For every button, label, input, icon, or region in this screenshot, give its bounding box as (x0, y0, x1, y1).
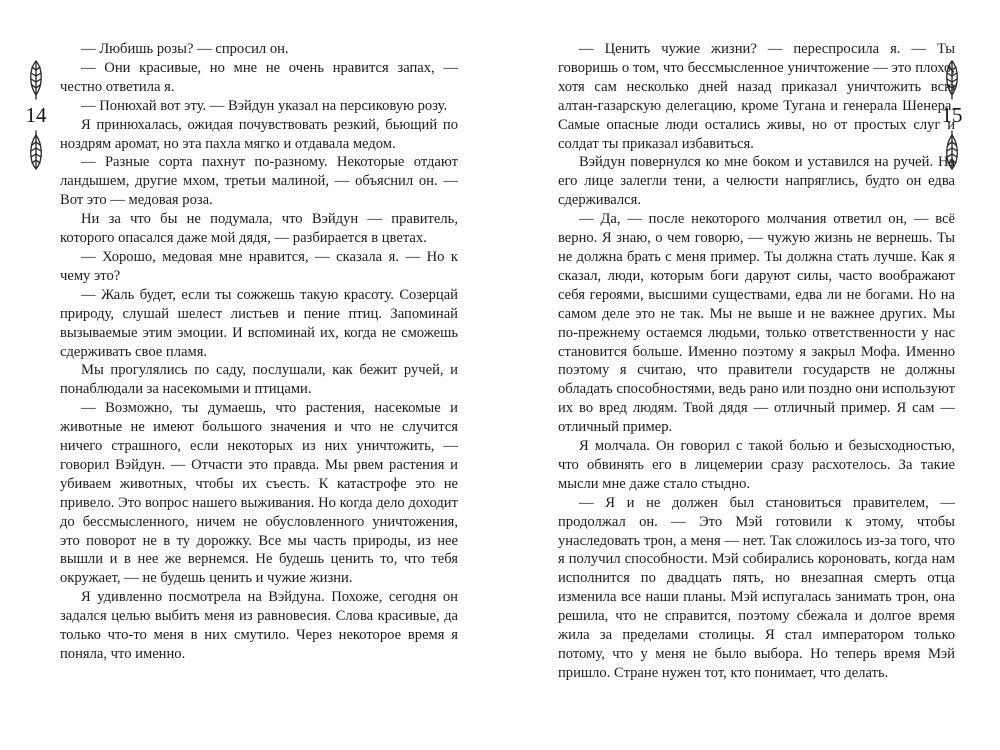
paragraph: Я удивленно посмотрела на Вэйдуна. Похоже, сегодня он задался целью выбить меня из равновесия. Слова красивые, да только что-то меня в них смутило. Через некоторое время я поняла, что именно. (60, 589, 458, 662)
paragraph: — Возможно, ты думаешь, что растения, насекомые и животные не имеют большого значения и что не случится ничего страшного, если некоторых из них уничтожить, — говорил Вэйдун. — Отчасти это правда. Мы рвем растения и убиваем животных, чтобы их съесть. К катастрофе это не привело. Это вопрос нашего выживания. Но когда дело доходит до бессмысленного, ничем не обусловленного уничтожения, это поворот не в ту дорожку. Все мы часть природы, из нее вышли и в нее же вернемся. Не будешь ценить то, что тебя окружает, — не будешь ценить и чужие жизни. (60, 400, 458, 587)
page-number-ornament (14, 55, 58, 175)
paragraph: Мы прогулялись по саду, послушали, как бежит ручей, и понаблюдали за насекомыми и птицами. (60, 362, 458, 398)
paragraph: — Хорошо, медовая мне нравится, — сказала я. — Но к чему это? (60, 248, 458, 284)
paragraph: — Ценить чужие жизни? — переспросила я. — Ты говоришь о том, что бессмысленное уничтожение — это плохо, хотя сам несколько дней назад приказал уничтожить всю алтан-газарскую делегацию, кроме Тугана и генерала Шенера. Самые опасные люди остались живы, но от простых слуг и солдат ты приказал избавиться. (558, 41, 955, 152)
right-page (500, 0, 1000, 750)
paragraph: — Понюхай вот эту. — Вэйдун указал на персиковую розу. (81, 97, 448, 114)
paragraph: — Они красивые, но мне не очень нравится запах, — честно ответила я. (60, 59, 458, 95)
paragraph: — Да, — после некоторого молчания ответил он, — всё верно. Я знаю, о чем говорю, — чужую жизнь не вернешь. Ты не должна брать с меня пример. Ты должна стать лучше. Как я сказал, люди, которым боги даруют силы, часто воображают себя героями, высшими существами, едва ли не богами. Но на самом деле это не так. Мы не выше и не важнее других. Мы по-прежнему остаемся людьми, только ответственности у нас становится больше. Именно поэтому я закрыл Мофа. Именно поэтому я считаю, что правители государств не должны обладать способностями, ведь рано или поздно они используют их во вред людям. Твой дядя — отличный пример. Я сам — отличный пример. (558, 211, 955, 436)
paragraph: Я молчала. Он говорил с такой болью и безысходностью, что обвинять его в лицемерии сразу расхотелось. За такие мысли мне даже стало стыдно. (558, 438, 955, 492)
paragraph: Я принюхалась, ожидая почувствовать резкий, бьющий по ноздрям аромат, но эта пахла мягко и отдавала медом. (60, 116, 458, 152)
page-text (60, 40, 458, 664)
paragraph: — Разные сорта пахнут по-разному. Некоторые отдают ландышем, другие мхом, третьи малиной, — объяснил он. — Вот это — медовая роза. (60, 154, 458, 209)
page-number: 15 (941, 103, 963, 127)
page-number: 14 (25, 103, 47, 127)
paragraph: — Я и не должен был становиться правителем, — продолжал он. — Это Мэй готовили к этому, чтобы унаследовать трон, а меня — нет. Так сложилось из-за того, что я получил способности. Мэй собирались короновать, когда нам исполнится по двадцать пять, но внезапная смерть отца изменила все наши планы. Мэй испугалась занимать трон, она решила, что не справится, поэтому сбежала и долгое время жила за пределами столицы. Я стал императором только потому, что у меня не было выбора. Но теперь время Мэй пришло. Стране нужен тот, кто понимает, что делать. (558, 494, 955, 681)
paragraph: Вэйдун повернулся ко мне боком и уставился на ручей. На его лице залегли тени, а челюсти напряглись, будто он едва сдерживался. (558, 154, 955, 209)
paragraph: — Любишь розы? — спросил он. (81, 41, 289, 57)
paragraph: Ни за что бы не подумала, что Вэйдун — правитель, которого опасался даже мой дядя, — разбирается в цветах. (60, 211, 458, 247)
page-text (558, 40, 955, 683)
paragraph: — Жаль будет, если ты сожжешь такую красоту. Созерцай природу, слушай шелест листьев и пение птиц. Запоминай вызываемые этим эмоции. И вспоминай их, когда не сможешь сдерживать свое пламя. (60, 286, 458, 360)
